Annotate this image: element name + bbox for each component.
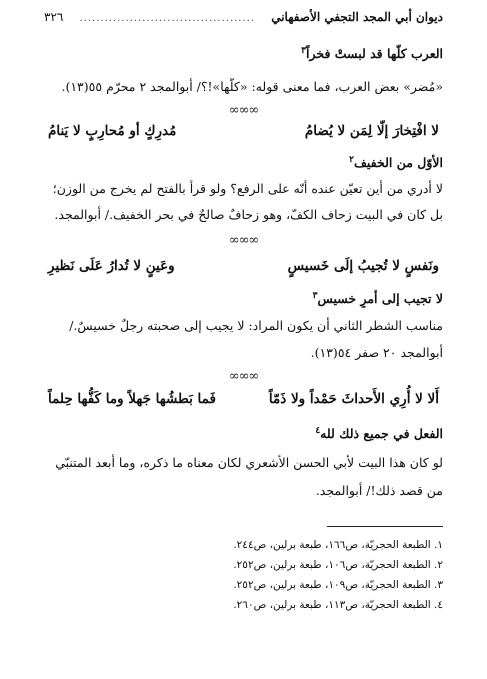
footnote-1: ١. الطبعة الحجريّة، ص١٦٦، طبعة برلين، ص٢٤٤. — [233, 539, 443, 551]
text-line-4: لا أدري من أين تعيّن عنده أنّه على الرفع؟ ولو قرأ بالفتح لم يخرج من الوزن؛ — [52, 181, 443, 196]
verse-3-second-hemistich: فَما بَطشُها جَهلاً وما كَفُّها حِلماً — [48, 391, 216, 407]
text-line-2: «مُضر» بعض العرب، فما معنى قوله: «كلُّها»!؟/ أبوالمجد ٢ محرّم ٥٥(١٣). — [61, 79, 443, 94]
verse-2-second-hemistich: وعَينٍ لا تُدارُ عَلَى نَظيرِ — [48, 258, 175, 274]
ornament-divider-3: ∞∞∞ — [228, 369, 259, 384]
ornament-divider-2: ∞∞∞ — [228, 233, 259, 248]
footnote-ref-2: ٢ — [349, 155, 354, 165]
header-leader-dots: .......................................... — [79, 13, 256, 24]
verse-2-first-hemistich: ونَفسٍ لا تُجيبُ إلَى خَسيسٍ — [287, 258, 439, 274]
text-line-10: لو كان هذا البيت لأبي الحسن الأشعري لكان معناه ما ذكره، وما أبعد المتنبّي — [55, 455, 443, 470]
footnote-4: ٤. الطبعة الحجريّة، ص١١٣، طبعة برلين، ص٢٦٠. — [233, 599, 443, 611]
text-line-1: العرب كلّها قد لبستْ فخراً$^٣$ — [301, 46, 443, 62]
text-line-6: لا تجيب إلى أمرٍ خسيس$^٣$ — [312, 291, 443, 307]
footnote-3: ٣. الطبعة الحجريّة، ص١٠٩، طبعة برلين، ص٢٥٢. — [233, 579, 443, 591]
verse-1 — [48, 123, 439, 143]
page-number: ٣٢٦ — [44, 10, 64, 24]
footnote-2: ٢. الطبعة الحجريّة، ص١٠٦، طبعة برلين، ص٢٥٢. — [233, 559, 443, 571]
verse-1-second-hemistich: مُدرِكٍ أو مُحارِبٍ لا يَنامُ — [48, 123, 177, 139]
running-title: ديوان أبي المجد التجفي الأصفهاني — [271, 10, 443, 24]
text-line-11: من قصد ذلك!/ أبوالمجد. — [315, 483, 443, 498]
text-line-3: الأوّل من الخفيف$^٢$ — [349, 155, 443, 171]
verse-3 — [48, 391, 439, 411]
verse-2 — [48, 258, 439, 278]
running-header — [44, 10, 443, 30]
ornament-divider-1: ∞∞∞ — [228, 103, 259, 118]
footnote-ref-1: ٣ — [301, 46, 306, 56]
text-line-9: الفعل في جميع ذلك لله$^٤$ — [315, 426, 443, 442]
verse-3-first-hemistich: أَلا لا أُرِي الأَحداثَ حَمْداً ولا ذَمّاً — [268, 391, 439, 407]
text-line-7: مناسب الشطر الثاني أن يكون المراد: لا يجيب إلى صحبته رجلٌ خسيسٌ./ — [69, 318, 443, 333]
footnote-ref-3: ٣ — [312, 291, 318, 301]
text-line-5: بل كان في البيت زحاف الكفّ، وهو زحافٌ صالحٌ في بحر الخفيف./ أبوالمجد. — [54, 207, 443, 222]
text-line-8: أبوالمجد ٢٠ صفر ٥٤(١٣). — [310, 345, 443, 360]
footnote-ref-4: ٤ — [315, 426, 321, 436]
footnote-separator — [327, 526, 443, 527]
verse-1-first-hemistich: لا افْتِخارَ إلّا لِمَن لا يُضامُ — [304, 123, 439, 139]
